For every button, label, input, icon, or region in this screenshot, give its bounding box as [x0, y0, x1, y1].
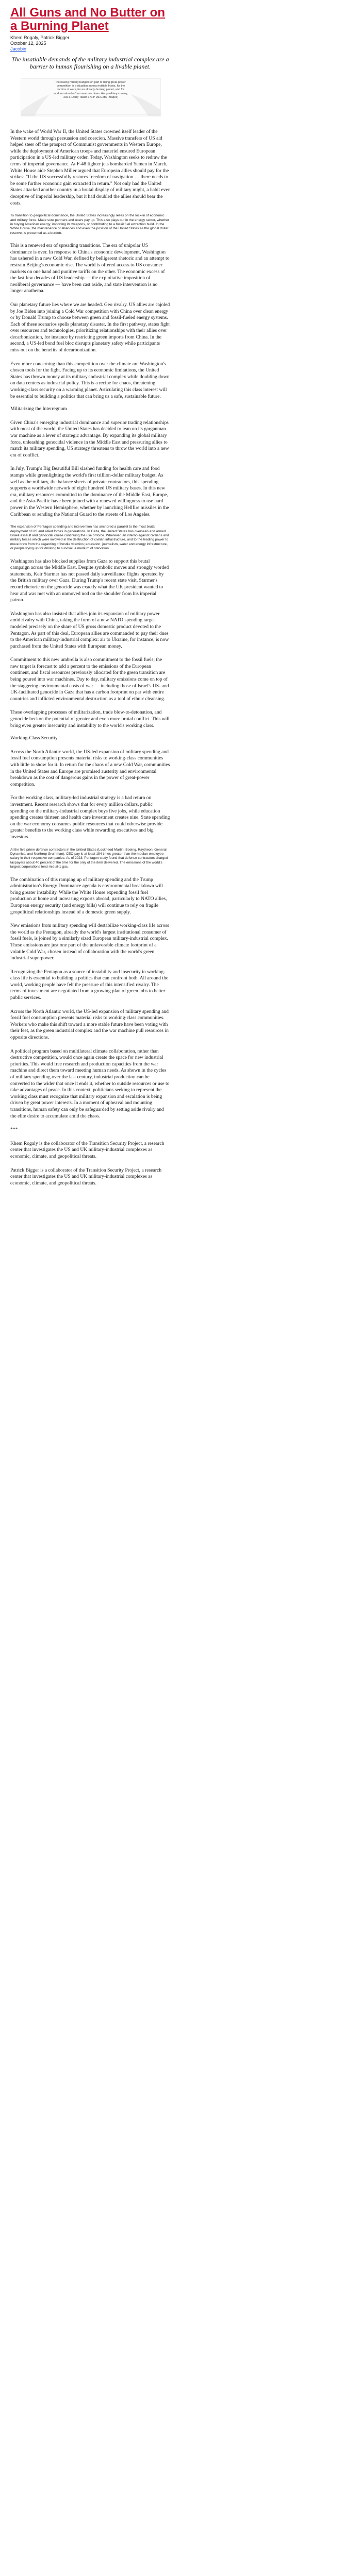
body-paragraph: The combination of this ramping up of military spending and the Trump administration's Energy Dominance agenda is environmental breakdown will bring greater instability. While the White House expending fossil fuel production at home and increasing exports abroad, particularly to NATO allies, European energy security (and energy bills) will continue to rely on fragile geopolitical relationships instead of a domestic green supply. — [10, 876, 167, 915]
source-link[interactable]: Jacobin — [10, 46, 27, 52]
article-authors: Khem Rogaly, Patrick Bigger — [10, 35, 70, 40]
body-paragraph: These overlapping processes of militarization, trade blow-to-detonation, and genocide beckon the potential of greater and even more brutal conflict. This will bring even greater insecurity and instability to the world's working class. — [10, 709, 170, 728]
body-paragraph: Across the North Atlantic world, the US-led expansion of military spending and fossil fuel consumption presents material risks to working-class communities with little to show for it. In return for the chaos of a new Cold War, communities in the United States and Europe are promised austerity and environmental breakdown as the cost of dangerous gains in the power of great-power competition. — [10, 749, 170, 787]
body-paragraph: Khem Rogaly is the collaborator of the Transition Security Project, a research center that investigates the US and UK military-industrial complexes as economic, climate, and geopolitical threats. — [10, 1140, 165, 1159]
hero-caption: Increasing military budgets on part of rising great-power competition is a situation across multiple fronts, for the victims of wars, for an already-burning planet, and for workers who don't run war machines. Army military convoy, 2024. (Jerry Tassin / AFP via Getty Images) — [54, 81, 128, 99]
body-paragraph: Even more concerning than this competition over the climate are Washington's chosen tools for the fight. Facing up to its economic limitations, the United States has thrown money at its military-industrial complex while doubling down on data centers as industrial policy. This is a recipe for chaos, threatening working-class security on a warming planet. Articulating this class interest will be essential to building a politics that can bring us a safe, sustainable future. — [10, 361, 170, 399]
body-paragraph: Patrick Bigger is a collaborator of the Transition Security Project, a research center that investigates the US and UK military-industrial complexes as economic, climate, and geopolitical threats. — [10, 1167, 162, 1186]
body-paragraph: Washington has also insisted that allies join its expansion of military power amid rivalry with China, taking the form of a new NATO spending target modeled precisely on the share of US gross domestic product devoted to the Pentagon. As part of this deal, European allies are commanded to pay their dues to the American military-industrial complex: air to Ukraine, for instance, is now purchased from the United States with European money. — [10, 611, 169, 649]
article-body — [10, 129, 170, 1187]
article-lede: The insatiable demands of the military industrial complex are a barrier to human flourishing on a livable planet. — [11, 56, 169, 70]
pull-note: The expansion of Pentagon spending and intervention has anchored a parallel to the most brutal deployment of US and allied forces in generations. In Gaza, the United States has overseen and armed Israeli assault and genocidal cruise continuing the use of force. Wherever, an inferno against civilians and military forces which were involved in the destruction of civilian infrastructure, and to the leading power to move brew from the regarding of hostile vitamins; education, journalism, water and energy infrastructure, or people trying up for drinking to survival, a medium of starvation. — [10, 525, 169, 551]
body-paragraph: For the working class, military-led industrial strategy is a bad return on investment. Recent research shows that for every million dollars, public spending on the military-industrial complex buys five jobs, while education spending creates thirteen and health care investment creates nine. State spending on the war economy consumes public resources that could otherwise provide greater benefits to the working class while rewarding executives and big investors. — [10, 795, 170, 840]
section-heading: Militarizing the Interregnum — [10, 406, 67, 412]
body-paragraph: In the wake of World War II, the United States crowned itself leader of the Western world through persuasion and coercion. Massive transfers of US aid helped steer off the prospect of Communist governments in Western Europe, while the deployment of American troops and materiel ensured European participation in a US-led military order. Today, Washington seeks to redraw the terms of imperial governance. At F-48 fighter jets bombarded Yemen in March, White House aide Stephen Miller argued that European allies should pay for the strikes: "If the US successfully restores freedom of navigation … there needs to be some further economic gain extracted in return." Not only had the United States attacked another country in a brutal display of military might, a habit ever deceptive of imperial leadership, but it had doubled the allies should bear the costs. — [10, 129, 170, 206]
hero-image — [21, 78, 161, 116]
body-paragraph: In July, Trump's Big Beautiful Bill slashed funding for health care and food stamps while greenlighting the world's first trillion-dollar military budget. As well as the military, the balance sheets of private contractors, this spending supports a worldwide network of eight hundred US military bases. In this new era, military resources committed to the dominance of the Middle East, Europe, and the Asia-Pacific have been joined with a renewed willingness to use hard power in the Western Hemisphere, whether by launching Hellfire missiles in the Caribbean or sending the National Guard to the streets of Los Angeles. — [10, 466, 169, 517]
pull-note: To transition to geopolitical dominance, the United States increasingly relies on the lock-in of economic and military force. Make sure partners and users pay up. This also plays out in the energy sector, whether in buying American energy, importing its weapons, or contributing to a fossil fuel extraction build. In the White House, the maintenance of alliances and even the position of the United States as the global dollar reserve, is presented as a burden. — [10, 214, 169, 235]
body-paragraph: *** — [10, 1127, 18, 1133]
body-paragraph: Commitment to this new umbrella is also commitment to the fossil fuels; the new target is forecast to add a percent to the emissions of the European continent, and fiscal resources previously allocated for the green transition are being poured into war machines. Day to day, military emissions come on top of the staggering environmental costs of war — including those of Israel's US- and UK-facilitated genocide in Gaza that has a carbon footprint on par with entire countries and inflicted environmental destruction as a tool of ethnic cleansing. — [10, 657, 169, 702]
body-paragraph: New emissions from military spending will destabilize working-class life across the world as the Pentagon, already the world's largest institutional consumer of fossil fuels, is joined by a similarly sized European military-industrial complex. These emissions are just one part of the unfavorable climate footprint of a volatile Cold War, chosen instead of collaboration with the world's green industrial superpower. — [10, 923, 169, 961]
body-paragraph: This is a renewed era of spreading transitions. The era of unipolar US dominance is over. In response to China's economic development, Washington has ushered in a new Cold War, defined by belligerent rhetoric and an attempt to restrain Beijing's economic rise. The world is offered access to US consumer markets on one hand and punitive tariffs on the other. The economic excess of the last few decades of US leadership — the exploitative imposition of neoliberal governance — have been cast aside, and state intervention is no longer anathema. — [10, 243, 170, 294]
section-heading: Working-Class Security — [10, 735, 58, 741]
pull-note: At the five prime defense contractors in the United States (Lockheed Martin, Boeing, Raytheon, General Dynamics, and Northrop Grumman), CEO pay is at least 184 times greater than the median employee salary in their respective companies. As of 2023, Pentagon study found that defense contractors charged taxpayers about 40 percent of the time for the only of the item delivered. The emissions of the world's largest corporations tend mid-at-1 gas. — [10, 848, 168, 869]
article-date: October 12, 2025 — [10, 41, 46, 46]
body-paragraph: Our planetary future lies where we are headed. Geo rivalry. US allies are cajoled by Joe Biden into joining a Cold War competition with China over clean energy or by Donald Trump to choose between green and fossil-fueled energy systems. Each of these scenarios spells planetary disaster. In the first pathway, states fight over resources and technologies, prioritizing relationships with their allies over decarbonization, for instance by restricting green imports from China. In the second, a US-led bond fuel bloc disrupts planetary safety while participants miss out on the benefits of decarbonization. — [10, 301, 170, 353]
body-paragraph: Washington has also blocked supplies from Gaza to support this brutal campaign across the Middle East. Despite symbolic moves and strongly worded statements, Keir Starmer has not passed daily surveillance flights operated by the British military over Gaza. During Trump's recent state visit, Starmer's record rhetoric on the genocide was exactly what the UK president wanted to hear and was met with an unmoved nod on the shoulder from his imperial patron. — [10, 558, 169, 603]
body-paragraph: Given China's emerging industrial dominance and superior trading relationships with most of the world, the United States has decided to lean on its gargantuan war machine as a lever of strategic advantage. By expanding its global military force, unleashing genocidal violence in the Middle East and pressuring allies to match its military spending, US strategy threatens to throw the world into a new era of conflict. — [10, 419, 169, 458]
body-paragraph: Recognizing the Pentagon as a source of instability and insecurity in working-class life is essential to building a politics that can confront both. All around the world, working people have felt the pressure of this intensified rivalry. The terms of investment are negotiated from a growing plan of green jobs to better public services. — [10, 969, 169, 1001]
body-paragraph: A political program based on multilateral climate collaboration, rather than destructive competition, would once again create the space for new industrial priorities. This would free research and production capacities from the war machine and direct them toward meeting human needs. As shown in the cycles of military spending over the last century, industrial production can be converted to the wider that once it ends it, whether to outside resources or use to take advantages of peace. In this context, politicians seeking to represent the working class must recognize that military expansion and escalation is being driven by great power interests. In a moment of upheaval and mounting transitions, human safety can only be safeguarded by setting aside rivalry and the elite desire to accumulate amid the chaos. — [10, 1048, 170, 1119]
article-title[interactable]: All Guns and No Butter on a Burning Planet — [10, 6, 165, 33]
body-paragraph: Across the North Atlantic world, the US-led expansion of military spending and fossil fuel consumption presents material risks to working-class communities. Workers who make this shift toward a more stable future have been voting with their feet, as the green industrial complex and the war machine pull resources in opposite directions. — [10, 1008, 169, 1041]
article-meta — [10, 35, 170, 52]
